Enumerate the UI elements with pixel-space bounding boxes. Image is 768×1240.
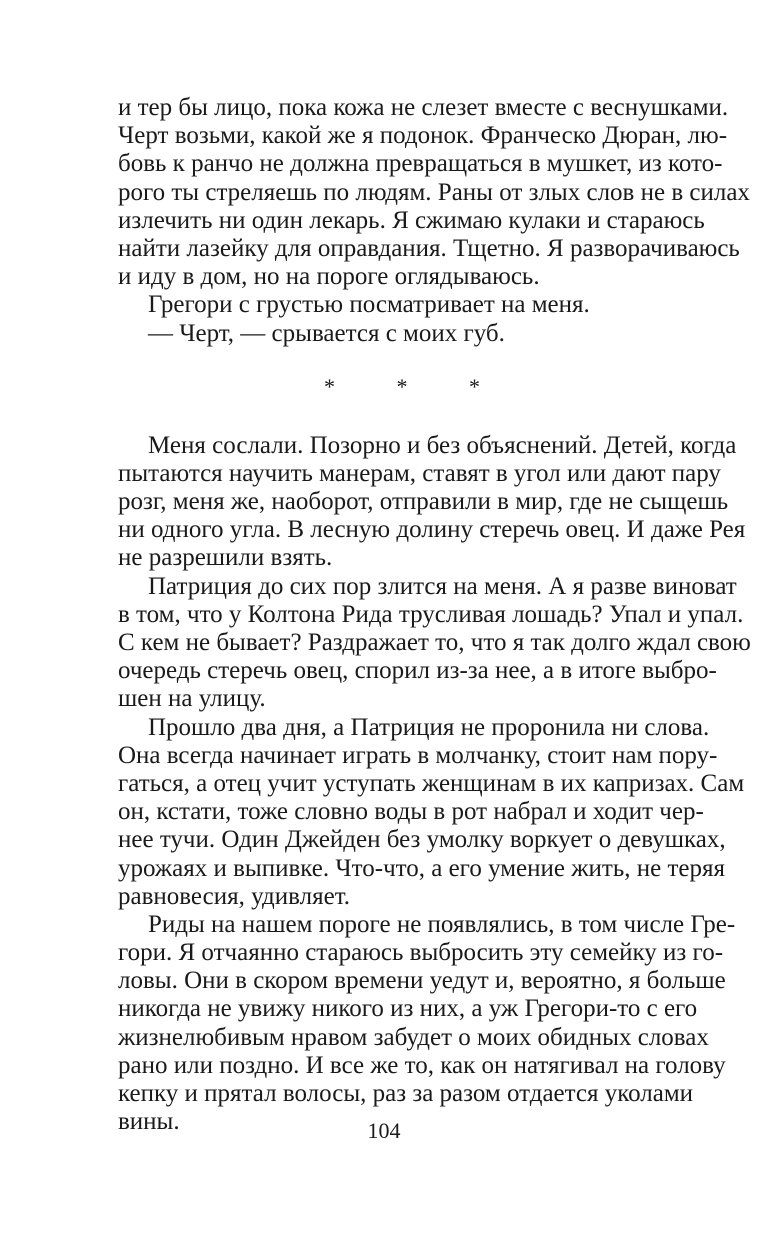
text-line: Риды на нашем пороге не появлялись, в том числе Гре- [148, 910, 736, 938]
text-line: кепку и прятал волосы, раз за разом отдается уколами [118, 1080, 694, 1107]
section-bottom [118, 431, 751, 1137]
section-separator [118, 348, 686, 432]
text-line: гаться, а отец учит уступать женщинам в их капризах. Сам [118, 769, 745, 797]
text-line: он, кстати, тоже словно воды в рот набрал и ходит чер- [118, 798, 704, 826]
text-line: нее тучи. Один Джейден без умолку воркует о девушках, [118, 826, 726, 854]
text-line: урожаях и выпивке. Что-что, а его умение жить, не теряя [118, 854, 725, 882]
text-line: рано или поздно. И все же то, как он натягивал на голову [118, 1051, 726, 1079]
text-line: бовь к ранчо не должна превращаться в мушкет, из кото- [118, 150, 723, 178]
paragraph [118, 320, 686, 348]
text-line: и тер бы лицо, пока кожа не слезет вместе с веснушками. [118, 94, 729, 121]
text-line: ловы. Они в скором времени уедут и, вероятно, я больше [118, 967, 726, 995]
text-line: найти лазейку для оправдания. Тщетно. Я разворачиваюсь [118, 234, 740, 262]
text-line: Меня сослали. Позорно и без объяснений. Детей, когда [148, 431, 737, 459]
text-line: в том, что у Колтона Рида трусливая лошадь? Упал и упал. [118, 600, 744, 628]
paragraph [118, 910, 736, 1137]
text-line: ни одного угла. В лесную долину стеречь овец. И даже Рея [118, 516, 746, 544]
text-line: никогда не увижу никого из них, а уж Грегори-то с его [118, 995, 698, 1023]
section-top [118, 94, 750, 348]
text-line: жизнелюбивым нравом забудет о моих обидных словах [118, 1023, 709, 1051]
paragraph [118, 572, 751, 714]
page-number: 104 [367, 1118, 401, 1143]
separator-stars: * * * [324, 373, 508, 399]
text-line: равновесия, удивляет. [118, 882, 350, 910]
paragraph [118, 713, 745, 911]
text-line: шен на улицу. [118, 685, 266, 713]
text-line: — Черт, — срывается с моих губ. [148, 319, 505, 347]
page-text [118, 94, 751, 1136]
paragraph [118, 291, 686, 319]
text-line: пытаются научить манерам, ставят в угол или дают пару [118, 459, 721, 487]
paragraph [118, 94, 750, 291]
text-line: Она всегда начинает играть в молчанку, стоит нам пору- [118, 741, 718, 769]
text-line: розг, меня же, наоборот, отправили в мир, где не сыщешь [118, 488, 729, 516]
paragraph [118, 431, 746, 573]
text-line: Патриция до сих пор злится на меня. А я разве виноват [148, 572, 737, 600]
text-line: Грегори с грустью посматривает на меня. [148, 291, 590, 319]
text-line: Прошло два дня, а Патриция не проронила ни слова. [148, 713, 710, 741]
text-line: С кем не бывает? Раздражает то, что я так долго ждал свою [118, 629, 751, 656]
text-line: вины. [118, 1108, 180, 1136]
text-line: и иду в дом, но на пороге оглядываюсь. [118, 263, 540, 291]
text-line: излечить ни один лекарь. Я сжимаю кулаки и стараюсь [118, 206, 705, 234]
text-line: гори. Я отчаянно стараюсь выбросить эту семейку из го- [118, 939, 724, 967]
text-line: не разрешили взять. [118, 544, 333, 572]
text-line: рого ты стреляешь по людям. Раны от злых слов не в силах [118, 178, 750, 206]
text-line: Черт возьми, какой же я подонок. Франческо Дюран, лю- [118, 122, 728, 150]
text-line: очередь стеречь овец, спорил из-за нее, а в итоге выбро- [118, 657, 717, 685]
